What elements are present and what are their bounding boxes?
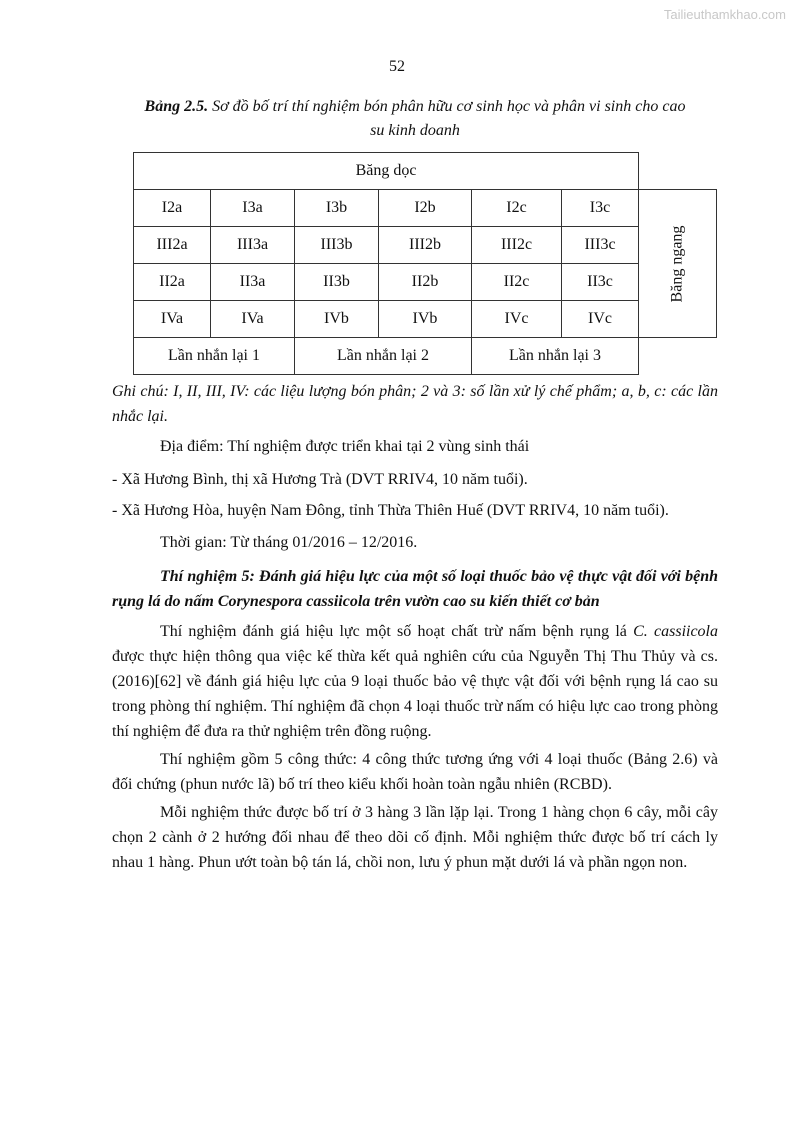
replicate-label: Lần nhắn lại 2 xyxy=(295,338,472,375)
table-cell: IVc xyxy=(562,301,639,338)
species-name: C. cassiicola xyxy=(633,623,719,640)
table-cell: III3c xyxy=(562,227,639,264)
time-period: Thời gian: Từ tháng 01/2016 – 12/2016. xyxy=(160,534,418,551)
table-cell: IVb xyxy=(295,301,379,338)
side-label: Băng ngang xyxy=(668,225,686,302)
paragraph-1-pre: Thí nghiệm đánh giá hiệu lực một số hoạt chất trừ nấm bệnh rụng lá xyxy=(160,623,634,640)
table-cell: II3b xyxy=(295,264,379,301)
table-cell: III2c xyxy=(472,227,562,264)
table-cell: II3c xyxy=(562,264,639,301)
location-item-1: - Xã Hương Bình, thị xã Hương Trà (DVT RRIV4, 10 năm tuổi). xyxy=(112,471,528,488)
caption-label: Bảng 2.5. xyxy=(144,98,209,115)
experiment-layout-table xyxy=(133,152,717,375)
table-cell: II3a xyxy=(211,264,295,301)
location-title: Địa điểm: Thí nghiệm được triển khai tại 2 vùng sinh thái xyxy=(160,438,530,455)
table-cell: III2a xyxy=(134,227,211,264)
table-note: Ghi chú: I, II, III, IV: các liệu lượng bón phân; 2 và 3: số lần xử lý chế phẩm; a, b, c: các lần nhắc lại. xyxy=(112,383,718,425)
table-cell: IVb xyxy=(379,301,472,338)
page-number: 52 xyxy=(389,58,405,75)
paragraph-1-post: được thực hiện thông qua việc kế thừa kết quả nghiên cứu của Nguyễn Thị Thu Thủy và cs. (2016)[62] về đánh giá hiệu lực của 9 loại thuốc bảo vệ thực vật đối với bệnh rụng lá cao su trong phòng thí nghiệm. Thí nghiệm đã chọn 4 loại thuốc trừ nấm có hiệu lực cao trong phòng thí nghiệm để đưa ra thử nghiệm trên đồng ruộng. xyxy=(112,648,718,740)
location-item-2: - Xã Hương Hòa, huyện Nam Đông, tỉnh Thừa Thiên Huế (DVT RRIV4, 10 năm tuổi). xyxy=(112,502,669,519)
table-corner xyxy=(639,338,717,375)
table-cell: III2b xyxy=(379,227,472,264)
table-cell: I3c xyxy=(562,190,639,227)
watermark: Tailieuthamkhao.com xyxy=(663,7,786,22)
table-cell: IVa xyxy=(211,301,295,338)
paragraph-1 xyxy=(112,619,718,744)
table-cell: III3a xyxy=(211,227,295,264)
caption-line1: Sơ đồ bố trí thí nghiệm bón phân hữu cơ sinh học và phân vi sinh cho cao xyxy=(212,98,686,115)
table-cell: I2b xyxy=(379,190,472,227)
paragraph-3: Mỗi nghiệm thức được bố trí ở 3 hàng 3 lần lặp lại. Trong 1 hàng chọn 6 cây, mỗi cây chọn 2 cành ở 2 hướng đối nhau để theo dõi cố định. Mỗi nghiệm thức được bố trí cách ly nhau 1 hàng. Phun ướt toàn bộ tán lá, chồi non, lưu ý phun mặt dưới lá và phần ngọn non. xyxy=(112,804,718,871)
paragraph-2: Thí nghiệm gồm 5 công thức: 4 công thức tương ứng với 4 loại thuốc (Bảng 2.6) và đối chứng (phun nước lã) bố trí theo kiểu khối hoàn toàn ngẫu nhiên (RCBD). xyxy=(112,751,718,793)
side-label-cell xyxy=(639,190,717,338)
table-header: Băng dọc xyxy=(134,153,639,190)
table-cell: I3a xyxy=(211,190,295,227)
table-cell: IVc xyxy=(472,301,562,338)
table-cell: I3b xyxy=(295,190,379,227)
table-cell: IVa xyxy=(134,301,211,338)
table-cell: I2a xyxy=(134,190,211,227)
table-corner xyxy=(639,153,717,190)
replicate-label: Lần nhắn lại 3 xyxy=(472,338,639,375)
table-cell: I2c xyxy=(472,190,562,227)
replicate-label: Lần nhắn lại 1 xyxy=(134,338,295,375)
table-cell: II2b xyxy=(379,264,472,301)
table-caption xyxy=(110,95,720,143)
experiment-title: Thí nghiệm 5: Đánh giá hiệu lực của một số loại thuốc bảo vệ thực vật đối với bệnh rụng lá do nấm Corynespora cassiicola trên vườn cao su kiến thiết cơ bản xyxy=(112,568,718,610)
table-cell: II2a xyxy=(134,264,211,301)
table-cell: II2c xyxy=(472,264,562,301)
caption-line2: su kinh doanh xyxy=(370,122,460,139)
table-cell: III3b xyxy=(295,227,379,264)
